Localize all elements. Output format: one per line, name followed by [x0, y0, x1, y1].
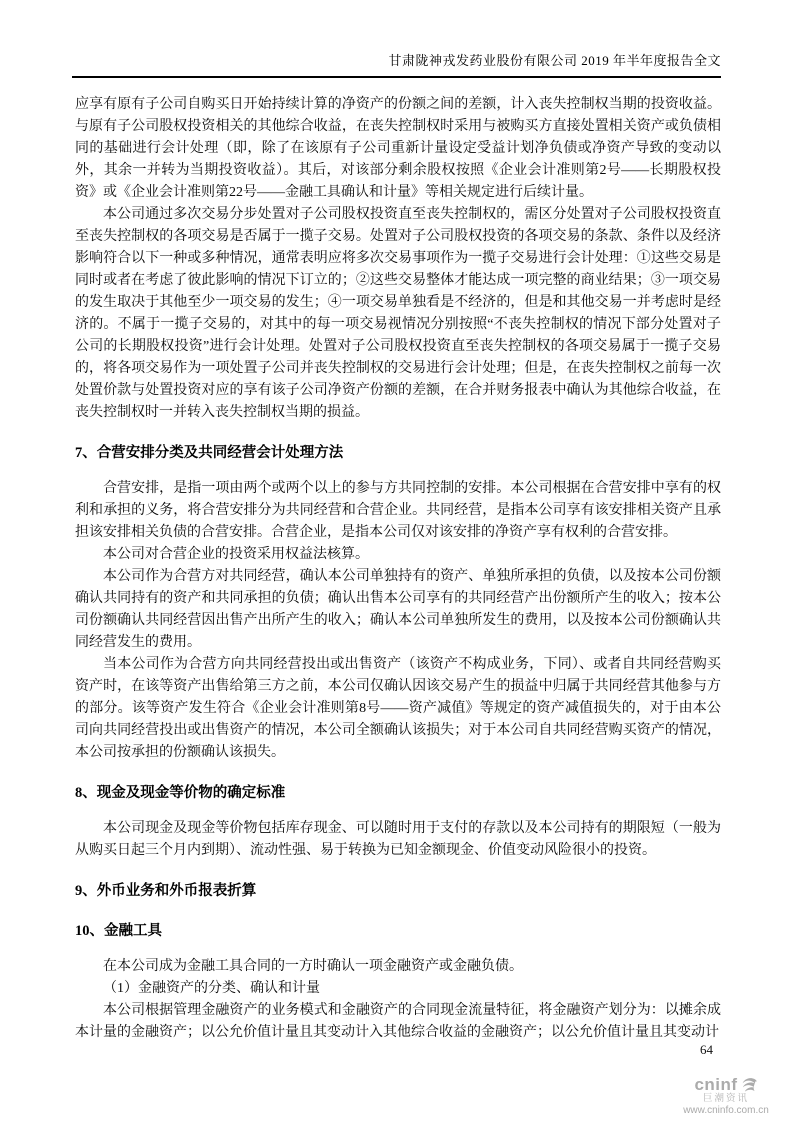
section-heading-7: 7、合营安排分类及共同经营会计处理方法	[75, 445, 344, 461]
section-heading-9: 9、外币业务和外币报表折算	[75, 883, 257, 899]
cninfo-watermark	[667, 1075, 785, 1116]
cninfo-url: www.cninfo.com.cn	[683, 1104, 769, 1116]
cninfo-swirl-icon	[740, 1076, 758, 1094]
section-heading-8: 8、现金及现金等价物的确定标准	[75, 785, 286, 801]
paragraph-step-disposal: 本公司通过多次交易分步处置对子公司股权投资直至丧失控制权的，需区分处置对子公司股权投资直至丧失控制权的各项交易是否属于一揽子交易。处置对子公司股权投资的各项交易的条款、条件以及经济影响符合以下一种或多种情况，通常表明应将多次交易事项作为一揽子交易进行会计处理：①这些交易是同时或者在考虑了彼此影响的情况下订立的；②这些交易整体才能达成一项完整的商业结果；③一项交易的发生取决于其他至少一项交易的发生；④一项交易单独看是不经济的，但是和其他交易一并考虑时是经济的。不属于一揽子交易的，对其中的每一项交易视情况分别按照“不丧失控制权的情况下部分处置对子公司的长期股权投资”进行会计处理。处置对子公司股权投资直至丧失控制权的各项交易属于一揽子交易的，将各项交易作为一项处置子公司并丧失控制权的交易进行会计处理；但是，在丧失控制权之前每一次处置价款与处置投资对应的享有该子公司净资产份额的差额，在合并财务报表中确认为其他综合收益，在丧失控制权时一并转入丧失控制权当期的损益。	[75, 207, 721, 420]
paragraph-joint-operation-assets: 当本公司作为合营方向共同经营投出或出售资产（该资产不构成业务，下同）、或者自共同经营购买资产时，在该等资产出售给第三方之前，本公司仅确认因该交易产生的损益中归属于共同经营其他参与方的部分。该等资产发生符合《企业会计准则第8号——资产减值》等规定的资产减值损失的，对于由本公司向共同经营投出或出售资产的情况，本公司全额确认该损失；对于本公司自共同经营购买资产的情况，本公司按承担的份额确认该损失。	[75, 657, 721, 760]
paragraph-financial-instrument-recognition: 在本公司成为金融工具合同的一方时确认一项金融资产或金融负债。	[103, 959, 523, 974]
paragraph-continuation: 应享有原有子公司自购买日开始持续计算的净资产的份额之间的差额，计入丧失控制权当期的投资收益。与原有子公司股权投资相关的其他综合收益，在丧失控制权时采用与被购买方直接处置相关资产或负债相同的基础进行会计处理（即，除了在该原有子公司重新计量设定受益计划净负债或净资产导致的变动以外，其余一并转为当期投资收益）。其后，对该部分剩余股权按照《企业会计准则第2号——长期股权投资》或《企业会计准则第22号——金融工具确认和计量》等相关规定进行后续计量。	[75, 97, 721, 200]
paragraph-cash-equivalents: 本公司现金及现金等价物包括库存现金、可以随时用于支付的存款以及本公司持有的期限短（一般为从购买日起三个月内到期）、流动性强、易于转换为已知金额现金、价值变动风险很小的投资。	[75, 821, 721, 858]
paragraph-joint-operation-recognition: 本公司作为合营方对共同经营，确认本公司单独持有的资产、单独所承担的负债，以及按本公司份额确认共同持有的资产和共同承担的负债；确认出售本公司享有的共同经营产出份额所产生的收入；按本公司份额确认共同经营因出售产出所产生的收入；确认本公司单独所发生的费用，以及按本公司份额确认共同经营发生的费用。	[75, 569, 721, 650]
cninfo-chinese-name: 巨潮资讯	[702, 1093, 749, 1104]
page-header-title: 甘肃陇神戎发药业股份有限公司 2019 年半年度报告全文	[72, 50, 721, 78]
paragraph-financial-asset-classification-title: （1）金融资产的分类、确认和计量	[103, 981, 320, 996]
cninfo-brand-text: cninf	[694, 1075, 738, 1095]
page-number: 64	[700, 1042, 713, 1057]
paragraph-financial-asset-classification: 本公司根据管理金融资产的业务模式和金融资产的合同现金流量特征，将金融资产划分为：以摊余成本计量的金融资产；以公允价值计量且其变动计入其他综合收益的金融资产；以公允价值计量且其变动计	[75, 1003, 721, 1040]
document-body	[75, 94, 721, 1044]
paragraph-joint-arrangement: 合营安排，是指一项由两个或两个以上的参与方共同控制的安排。本公司根据在合营安排中享有的权利和承担的义务，将合营安排分为共同经营和合营企业。共同经营，是指本公司享有该安排相关资产且承担该安排相关负债的合营安排。合营企业，是指本公司仅对该安排的净资产享有权利的合营安排。	[75, 481, 721, 540]
section-heading-10: 10、金融工具	[75, 923, 162, 939]
paragraph-equity-method: 本公司对合营企业的投资采用权益法核算。	[103, 547, 369, 562]
